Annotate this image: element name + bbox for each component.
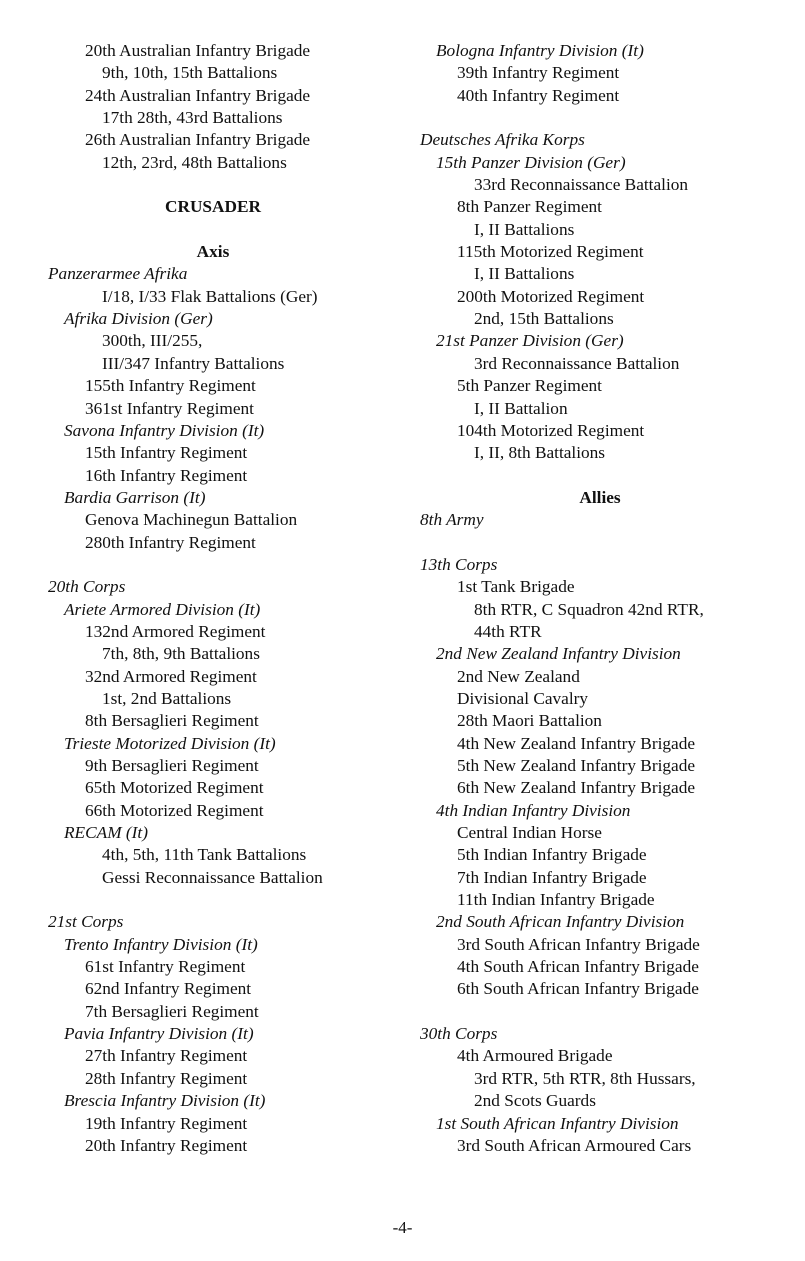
- section-heading: Allies: [579, 487, 621, 507]
- unit-entry: III/347 Infantry Battalions: [102, 353, 285, 373]
- unit-heading: Afrika Division (Ger): [64, 309, 213, 329]
- unit-entry: 39th Infantry Regiment: [457, 63, 620, 83]
- unit-heading: Brescia Infantry Division (It): [64, 1091, 266, 1111]
- spacer: [420, 1001, 780, 1023]
- unit-entry: I/18, I/33 Flak Battalions (Ger): [102, 286, 318, 306]
- unit-entry: 3rd South African Armoured Cars: [457, 1135, 692, 1155]
- unit-entry: 2nd New Zealand: [457, 666, 580, 686]
- unit-entry: 3rd Reconnaissance Battalion: [474, 353, 680, 373]
- left-column: [48, 40, 378, 1157]
- spacer: [48, 219, 378, 241]
- unit-heading: 30th Corps: [420, 1024, 498, 1044]
- unit-entry: Gessi Reconnaissance Battalion: [102, 867, 323, 887]
- unit-heading: Ariete Armored Division (It): [64, 599, 261, 619]
- unit-entry: 19th Infantry Regiment: [85, 1113, 248, 1133]
- unit-entry: 6th New Zealand Infantry Brigade: [457, 778, 696, 798]
- spacer: [420, 532, 780, 554]
- spacer: [48, 554, 378, 576]
- unit-entry: 1st Tank Brigade: [457, 577, 575, 597]
- unit-entry: 280th Infantry Regiment: [85, 532, 256, 552]
- unit-heading: 1st South African Infantry Division: [436, 1113, 679, 1133]
- unit-entry: 4th, 5th, 11th Tank Battalions: [102, 845, 307, 865]
- unit-heading: 8th Army: [420, 510, 484, 530]
- unit-entry: 8th Panzer Regiment: [457, 197, 602, 217]
- unit-heading: 21st Corps: [48, 912, 124, 932]
- unit-entry: 12th, 23rd, 48th Battalions: [102, 152, 287, 172]
- unit-entry: 32nd Armored Regiment: [85, 666, 257, 686]
- unit-entry: 7th Bersaglieri Regiment: [85, 1001, 259, 1021]
- unit-entry: 9th Bersaglieri Regiment: [85, 756, 259, 775]
- unit-entry: 8th RTR, C Squadron 42nd RTR,: [474, 599, 704, 619]
- unit-entry: 26th Australian Infantry Brigade: [85, 130, 311, 150]
- unit-entry: 44th RTR: [474, 621, 542, 641]
- unit-entry: 17th 28th, 43rd Battalions: [102, 108, 283, 128]
- unit-entry: 66th Motorized Regiment: [85, 800, 264, 820]
- spacer: [420, 107, 780, 129]
- unit-heading: Bologna Infantry Division (It): [436, 41, 644, 60]
- unit-heading: 2nd New Zealand Infantry Division: [436, 644, 681, 664]
- unit-heading: Deutsches Afrika Korps: [420, 130, 585, 150]
- unit-entry: Genova Machinegun Battalion: [85, 510, 298, 530]
- unit-entry: 1st, 2nd Battalions: [102, 688, 232, 708]
- unit-entry: 5th New Zealand Infantry Brigade: [457, 756, 696, 775]
- section-heading: CRUSADER: [164, 197, 262, 217]
- unit-entry: 16th Infantry Regiment: [85, 465, 248, 485]
- unit-heading: 21st Panzer Division (Ger): [436, 331, 624, 351]
- unit-entry: 65th Motorized Regiment: [85, 778, 264, 798]
- unit-entry: 4th Armoured Brigade: [457, 1046, 613, 1066]
- unit-entry: 20th Infantry Regiment: [85, 1135, 248, 1155]
- unit-heading: Bardia Garrison (It): [64, 487, 206, 507]
- unit-entry: 155th Infantry Regiment: [85, 376, 256, 396]
- unit-heading: Panzerarmee Afrika: [48, 264, 188, 284]
- unit-entry: I, II Battalions: [474, 219, 575, 239]
- unit-entry: 62nd Infantry Regiment: [85, 979, 252, 999]
- unit-entry: 3rd RTR, 5th RTR, 8th Hussars,: [474, 1068, 696, 1088]
- unit-heading: 2nd South African Infantry Division: [436, 912, 685, 932]
- spacer: [48, 889, 378, 911]
- unit-entry: 28th Infantry Regiment: [85, 1068, 248, 1088]
- unit-entry: 132nd Armored Regiment: [85, 621, 266, 641]
- right-column: [420, 40, 780, 1157]
- unit-heading: RECAM (It): [64, 823, 148, 843]
- unit-entry: 4th New Zealand Infantry Brigade: [457, 733, 696, 753]
- unit-entry: 40th Infantry Regiment: [457, 85, 620, 105]
- unit-heading: Trento Infantry Division (It): [64, 934, 258, 954]
- unit-entry: 5th Panzer Regiment: [457, 376, 602, 396]
- section-heading: Axis: [196, 242, 230, 262]
- unit-entry: 104th Motorized Regiment: [457, 420, 645, 440]
- unit-entry: 20th Australian Infantry Brigade: [85, 41, 311, 60]
- unit-entry: 115th Motorized Regiment: [457, 242, 644, 262]
- unit-entry: 6th South African Infantry Brigade: [457, 979, 699, 999]
- unit-entry: 4th South African Infantry Brigade: [457, 957, 699, 977]
- unit-heading: 15th Panzer Division (Ger): [436, 152, 626, 172]
- unit-entry: 2nd, 15th Battalions: [474, 309, 614, 329]
- unit-entry: 5th Indian Infantry Brigade: [457, 845, 647, 865]
- spacer: [48, 174, 378, 196]
- unit-entry: 2nd Scots Guards: [474, 1091, 596, 1111]
- unit-entry: 9th, 10th, 15th Battalions: [102, 63, 278, 83]
- unit-entry: 200th Motorized Regiment: [457, 286, 645, 306]
- unit-entry: Central Indian Horse: [457, 823, 602, 843]
- unit-entry: 27th Infantry Regiment: [85, 1046, 248, 1066]
- unit-entry: I, II, 8th Battalions: [474, 443, 606, 463]
- unit-heading: 20th Corps: [48, 577, 126, 597]
- unit-entry: 11th Indian Infantry Brigade: [457, 890, 655, 910]
- unit-entry: 28th Maori Battalion: [457, 711, 602, 731]
- unit-heading: Trieste Motorized Division (It): [64, 733, 276, 753]
- unit-entry: I, II Battalion: [474, 398, 568, 418]
- spacer: [420, 465, 780, 487]
- unit-entry: Divisional Cavalry: [457, 688, 589, 708]
- unit-entry: 8th Bersaglieri Regiment: [85, 711, 259, 731]
- unit-entry: 33rd Reconnaissance Battalion: [474, 175, 689, 195]
- unit-entry: 24th Australian Infantry Brigade: [85, 85, 311, 105]
- unit-entry: 61st Infantry Regiment: [85, 957, 246, 977]
- unit-entry: 300th, III/255,: [102, 331, 203, 351]
- unit-entry: 7th, 8th, 9th Battalions: [102, 644, 260, 664]
- unit-entry: 7th Indian Infantry Brigade: [457, 867, 647, 887]
- unit-heading: 4th Indian Infantry Division: [436, 800, 631, 820]
- unit-heading: Savona Infantry Division (It): [64, 420, 265, 440]
- unit-entry: I, II Battalions: [474, 264, 575, 284]
- unit-heading: Pavia Infantry Division (It): [64, 1024, 254, 1044]
- unit-entry: 361st Infantry Regiment: [85, 398, 254, 418]
- page-number: -4-: [392, 1218, 413, 1237]
- unit-entry: 3rd South African Infantry Brigade: [457, 934, 700, 954]
- unit-heading: 13th Corps: [420, 554, 498, 574]
- unit-entry: 15th Infantry Regiment: [85, 443, 248, 463]
